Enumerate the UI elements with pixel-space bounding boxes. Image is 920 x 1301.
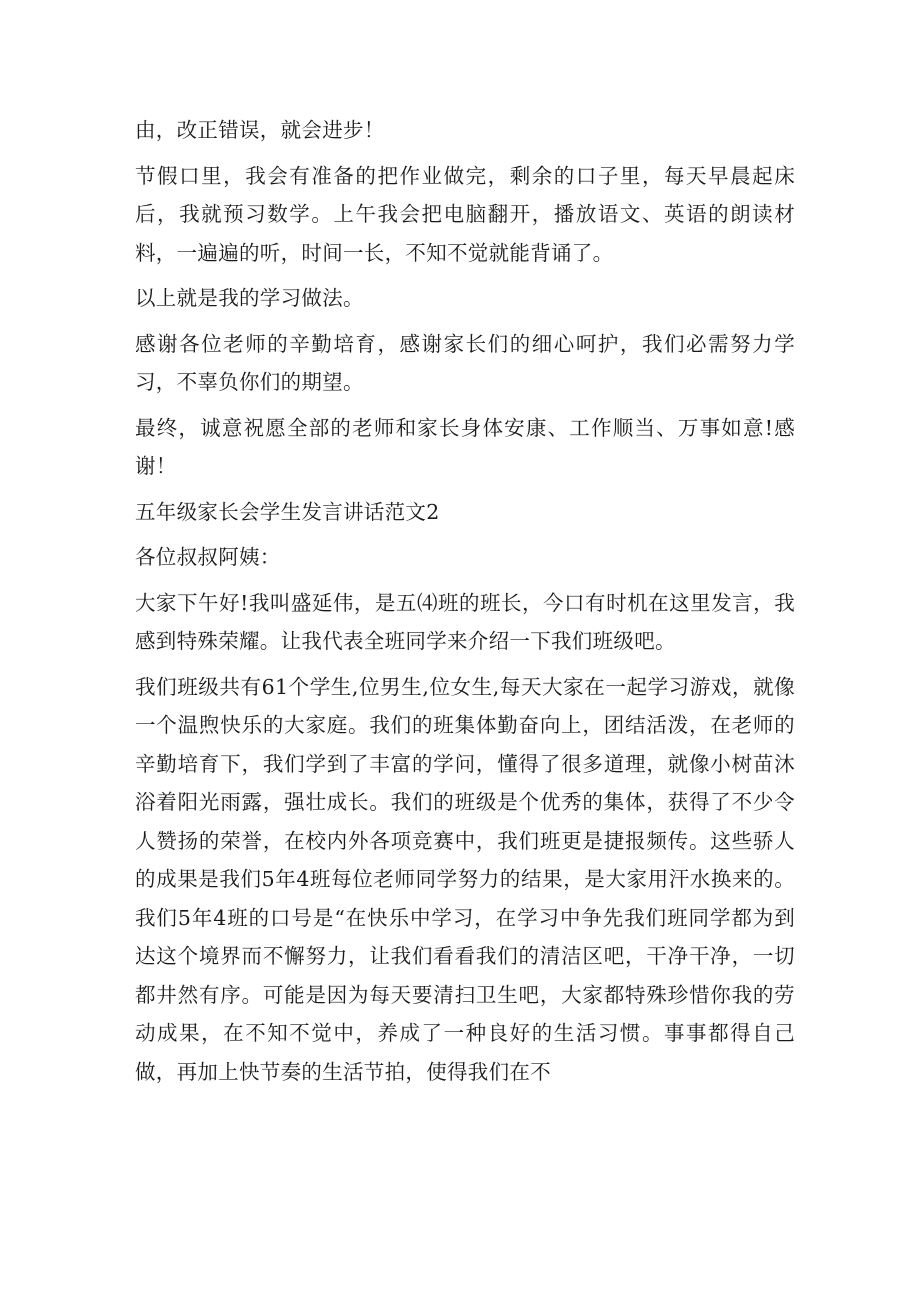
paragraph-3: 以上就是我的学习做法。	[135, 286, 364, 310]
paragraph-4: 感谢各位老师的辛勤培育，感谢家长们的细心呵护，我们必需努力学习，不辜负你们的期望。	[135, 331, 795, 394]
section-heading: 五年级家长会学生发言讲话范文2	[135, 499, 440, 524]
document-body	[135, 111, 795, 1091]
paragraph-5: 最终，诚意祝愿全部的老师和家长身体安康、工作顺当、万事如意!感谢！	[135, 415, 795, 478]
paragraph-1: 由，改正错误，就会进步！	[135, 118, 385, 142]
paragraph-2: 节假口里，我会有准备的把作业做完，剩余的口子里，每天早晨起床后，我就预习数学。上午我会把电脑翻开，播放语文、英语的朗读材料，一遍遍的听，时间一长，不知不觉就能背诵了。	[135, 163, 795, 265]
paragraph-7: 我们班级共有61个学生,位男生,位女生,每天大家在一起学习游戏，就像一个温煦快乐的大家庭。我们的班集体勤奋向上，团结活泼，在老师的辛勤培育下，我们学到了丰富的学问，懂得了很多道理，就像小树苗沐浴着阳光雨露，强壮成长。我们的班级是个优秀的集体，获得了不少令人赞扬的荣誉，在校内外各项竞赛中，我们班更是捷报频传。这些骄人的成果是我们5年4班每位老师同学努力的结果，是大家用汗水换来的。我们5年4班的口号是“在快乐中学习，在学习中争先我们班同学都为到达这个境界而不懈努力，让我们看看我们的清洁区吧，干净干净，一切都井然有序。可能是因为每天要清扫卫生吧，大家都特殊珍惜你我的劳动成果，在不知不觉中，养成了一种良好的生活习惯。事事都得自己做，再加上快节奏的生活节拍，使得我们在不	[135, 674, 795, 1084]
paragraph-6: 大家下午好!我叫盛延伟，是五⑷班的班长，今口有时机在这里发言，我感到特殊荣耀。让我代表全班同学来介绍一下我们班级吧。	[135, 590, 795, 653]
salutation: 各位叔叔阿姨：	[135, 545, 281, 569]
